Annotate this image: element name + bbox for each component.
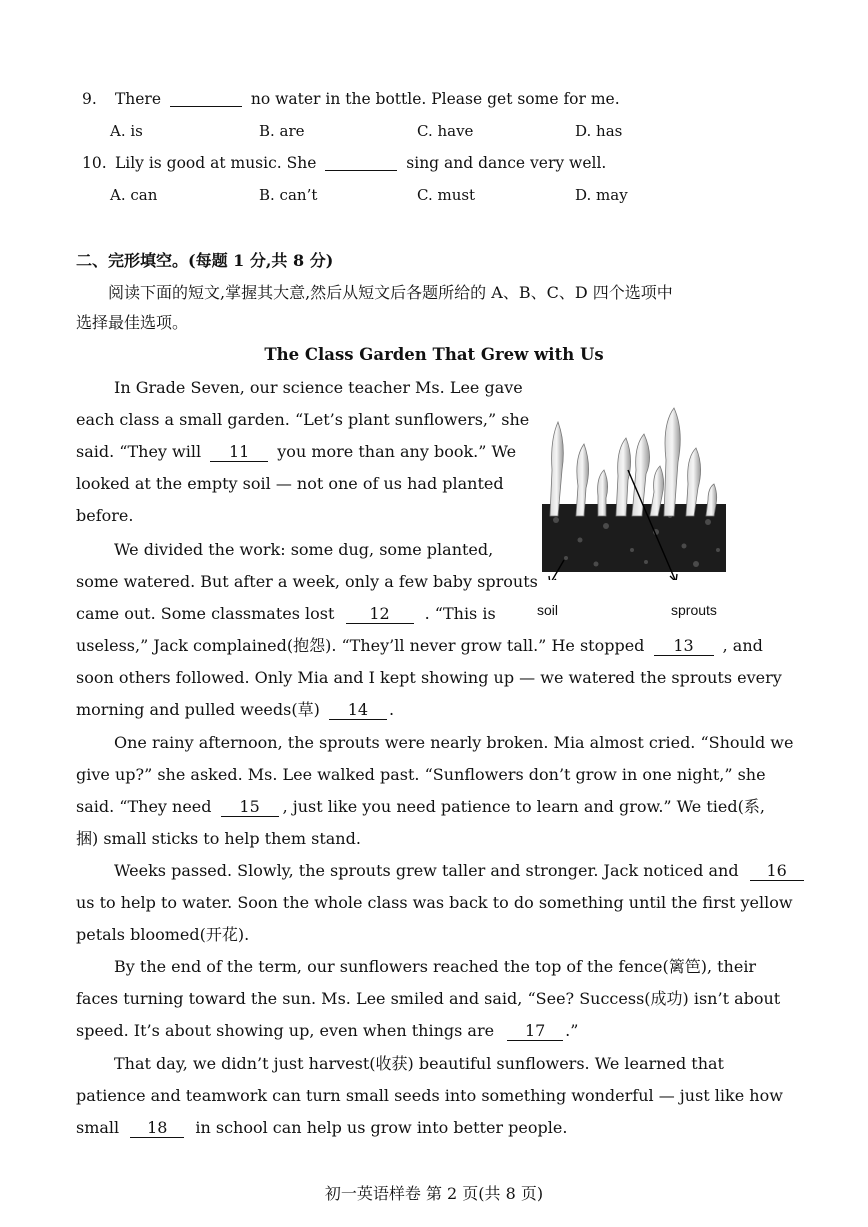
text-segment: came out. Some classmates lost	[76, 604, 335, 623]
text-line	[114, 861, 787, 881]
text-segment: .”	[565, 1021, 579, 1040]
text-line: soon others followed. Only Mia and I kept showing up — we watered the sprouts every	[76, 668, 782, 687]
text-line	[76, 797, 765, 817]
option-b: B. can’t	[259, 186, 318, 204]
text-segment: Weeks passed. Slowly, the sprouts grew taller and stronger. Jack noticed and	[114, 861, 739, 880]
text-segment: , just like you need patience to learn and grow.” We tied(系,	[282, 797, 765, 816]
text-line: patience and teamwork can turn small seeds into something wonderful — just like how	[76, 1086, 783, 1105]
soil-label: soil	[537, 602, 559, 618]
text-segment: . “This is	[424, 604, 496, 623]
text-line: before.	[76, 506, 134, 525]
text-line: We divided the work: some dug, some planted,	[114, 540, 494, 559]
option-c: C. must	[417, 186, 476, 204]
section-title: 二、完形填空。(每题 1 分,共 8 分)	[76, 251, 334, 270]
option-b: B. are	[259, 122, 305, 140]
text-line: petals bloomed(开花).	[76, 925, 250, 944]
text-line: One rainy afternoon, the sprouts were nearly broken. Mia almost cried. “Should we	[114, 733, 794, 752]
question-9	[82, 88, 620, 110]
text-line	[76, 636, 763, 656]
text-segment: , and	[722, 636, 763, 655]
text-line: faces turning toward the sun. Ms. Lee smiled and said, “See? Success(成功) isn’t about	[76, 989, 781, 1008]
text-line: 捆) small sticks to help them stand.	[76, 829, 361, 848]
text-segment: you more than any book.” We	[277, 442, 517, 461]
option-d: D. has	[575, 122, 623, 140]
text-segment: .	[388, 700, 395, 719]
text-line: each class a small garden. “Let’s plant sunflowers,” she	[76, 410, 530, 429]
text-line	[76, 1021, 744, 1041]
text-line: some watered. But after a week, only a few baby sprouts	[76, 572, 538, 591]
section-instruction-cont: 选择最佳选项。	[76, 313, 189, 332]
option-c: C. have	[417, 122, 474, 140]
blank-18: 18	[130, 1118, 184, 1138]
sprouts-illustration	[536, 400, 730, 580]
question-10	[82, 152, 606, 174]
text-segment: said. “They will	[76, 442, 202, 461]
text-segment: speed. It’s about showing up, even when things are	[76, 1021, 495, 1040]
page-footer: 初一英语样卷 第 2 页(共 8 页)	[324, 1184, 544, 1203]
question-text-pre: Lily is good at music. She	[114, 154, 317, 172]
story-title: The Class Garden That Grew with Us	[264, 345, 604, 364]
sprouts-label: sprouts	[671, 602, 717, 618]
option-a: A. is	[110, 122, 143, 140]
section-instruction: 阅读下面的短文,掌握其大意,然后从短文后各题所给的 A、B、C、D 四个选项中	[108, 283, 673, 302]
option-a: A. can	[110, 186, 158, 204]
blank-15: 15	[221, 797, 279, 817]
text-line: give up?” she asked. Ms. Lee walked past. “Sunflowers don’t grow in one night,” she	[76, 765, 766, 784]
text-line: That day, we didn’t just harvest(收获) beautiful sunflowers. We learned that	[114, 1054, 724, 1073]
answer-blank	[325, 154, 397, 171]
text-line	[76, 442, 517, 462]
question-number: 10.	[82, 154, 107, 172]
text-line	[76, 700, 744, 720]
text-line: looked at the empty soil — not one of us had planted	[76, 474, 504, 493]
blank-13: 13	[654, 636, 714, 656]
answer-blank	[170, 90, 242, 107]
sprouts-figure	[536, 400, 730, 580]
text-line: In Grade Seven, our science teacher Ms. Lee gave	[114, 378, 523, 397]
blank-12: 12	[346, 604, 414, 624]
blank-11: 11	[210, 442, 268, 462]
text-line: us to help to water. Soon the whole class was back to do something until the first yellow	[76, 893, 793, 912]
blank-16: 16	[750, 861, 804, 881]
text-line	[76, 604, 508, 624]
blank-17: 17	[507, 1021, 563, 1041]
text-segment: small	[76, 1118, 120, 1137]
option-d: D. may	[575, 186, 628, 204]
question-text-post: sing and dance very well.	[406, 154, 607, 172]
text-segment: useless,” Jack complained(抱怨). “They’ll never grow tall.” He stopped	[76, 636, 645, 655]
blank-14: 14	[329, 700, 387, 720]
text-line	[76, 1118, 744, 1138]
question-number: 9.	[82, 90, 97, 108]
text-segment: in school can help us grow into better people.	[195, 1118, 568, 1137]
question-text-post: no water in the bottle. Please get some for me.	[250, 90, 620, 108]
text-segment: morning and pulled weeds(草)	[76, 700, 320, 719]
question-text-pre: There	[114, 90, 162, 108]
text-segment: said. “They need	[76, 797, 212, 816]
text-line: By the end of the term, our sunflowers reached the top of the fence(篱笆), their	[114, 957, 757, 976]
